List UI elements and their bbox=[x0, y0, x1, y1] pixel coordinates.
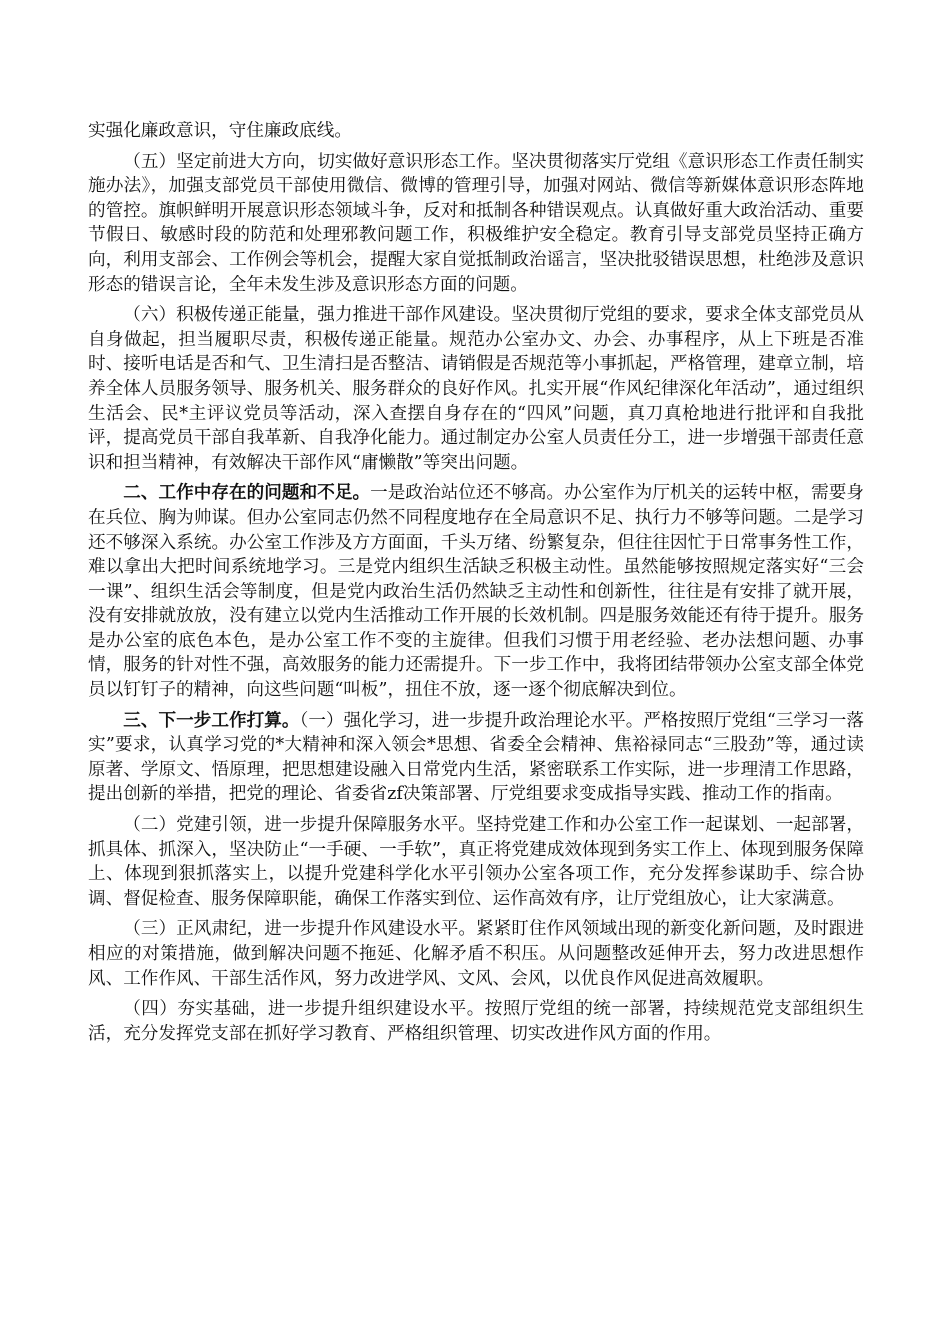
paragraph-text: （二）党建引领，进一步提升保障服务水平。坚持党建工作和办公室工作一起谋划、一起部署，抓具体、抓深入，坚决防止“一手硬、一手软”，真正将党建成效体现到务实工作上、体现到服务保障上、体现到狠抓落实上，以提升党建科学化水平引领办公室各项工作，充分发挥参谋助手、综合协调、督促检查、服务保障职能，确保工作落实到位、运作高效有序，让厅党组放心，让大家满意。 bbox=[88, 815, 864, 909]
paragraph-item-5 bbox=[88, 150, 864, 298]
paragraph-plan-2 bbox=[88, 813, 864, 911]
paragraph-text: （三）正风肃纪，进一步提升作风建设水平。紧紧盯住作风领域出现的新变化新问题，及时跟进相应的对策措施，做到解决问题不拖延、化解矛盾不积压。从问题整改延伸开去，努力改进思想作风、工作作风、干部生活作风，努力改进学风、文风、会风，以优良作风促进高效履职。 bbox=[88, 919, 864, 989]
paragraph-continuation bbox=[88, 119, 864, 144]
paragraph-plan-3 bbox=[88, 917, 864, 991]
paragraph-text: 一是政治站位还不够高。办公室作为厅机关的运转中枢，需要身在兵位、胸为帅谋。但办公室同志仍然不同程度地存在全局意识不足、执行力不够等问题。二是学习还不够深入系统。办公室工作涉及方方面面，千头万绪、纷繁复杂，但往往因忙于日常事务性工作，难以拿出大把时间系统地学习。三是党内组织生活缺乏积极主动性。虽然能够按照规定落实好“三会一课”、组织生活会等制度，但是党内政治生活仍然缺乏主动性和创新性，往往是有安排了就开展，没有安排就放放，没有建立以党内生活推动工作开展的长效机制。四是服务效能还有待于提升。服务是办公室的底色本色，是办公室工作不变的主旋律。但我们习惯于用老经验、老办法想问题、办事情，服务的针对性不强，高效服务的能力还需提升。下一步工作中，我将团结带领办公室支部全体党员以钉钉子的精神，向这些问题“叫板”，扭住不放，逐一逐个彻底解决到位。 bbox=[88, 483, 864, 701]
section-problems bbox=[88, 481, 864, 702]
document-page bbox=[88, 119, 864, 1052]
section-heading: 三、下一步工作打算。 bbox=[123, 709, 300, 731]
paragraph-text: 实强化廉政意识，守住廉政底线。 bbox=[88, 121, 352, 141]
paragraph-text: （一）强化学习，进一步提升政治理论水平。严格按照厅党组“三学习一落实”要求，认真学习党的*大精神和深入领会*思想、省委全会精神、焦裕禄同志“三股劲”等，通过读原著、学原文、悟原理，把思想建设融入日常党内生活，紧密联系工作实际，进一步理清工作思路，提出创新的举措，把党的理论、省委省zf决策部署、厅党组要求变成指导实践、推动工作的指南。 bbox=[88, 710, 864, 805]
paragraph-text: （四）夯实基础，进一步提升组织建设水平。按照厅党组的统一部署，持续规范党支部组织生活，充分发挥党支部在抓好学习教育、严格组织管理、切实改进作风方面的作用。 bbox=[88, 999, 864, 1044]
paragraph-item-6 bbox=[88, 303, 864, 475]
section-next-steps bbox=[88, 709, 864, 807]
paragraph-plan-4 bbox=[88, 997, 864, 1046]
section-heading: 二、工作中存在的问题和不足。 bbox=[123, 482, 371, 504]
paragraph-text: （六）积极传递正能量，强力推进干部作风建设。坚决贯彻厅党组的要求，要求全体支部党员从自身做起，担当履职尽责，积极传递正能量。规范办公室办文、办会、办事程序，从上下班是否准时、接听电话是否和气、卫生清扫是否整洁、请销假是否规范等小事抓起，严格管理，建章立制，培养全体人员服务领导、服务机关、服务群众的良好作风。扎实开展“作风纪律深化年活动”，通过组织生活会、民*主评议党员等活动，深入查摆自身存在的“四风”问题，真刀真枪地进行批评和自我批评，提高党员干部自我革新、自我净化能力。通过制定办公室人员责任分工，进一步增强干部责任意识和担当精神，有效解决干部作风“庸懒散”等突出问题。 bbox=[88, 305, 864, 473]
paragraph-text: （五）坚定前进大方向，切实做好意识形态工作。坚决贯彻落实厅党组《意识形态工作责任制实施办法》，加强支部党员干部使用微信、微博的管理引导，加强对网站、微信等新媒体意识形态阵地的管控。旗帜鲜明开展意识形态领域斗争，反对和抵制各种错误观点。认真做好重大政治活动、重要节假日、敏感时段的防范和处理邪教问题工作，积极维护安全稳定。教育引导支部党员坚持正确方向，利用支部会、工作例会等机会，提醒大家自觉抵制政治谣言，坚决批驳错误思想，杜绝涉及意识形态的错误言论，全年未发生涉及意识形态方面的问题。 bbox=[88, 151, 864, 295]
